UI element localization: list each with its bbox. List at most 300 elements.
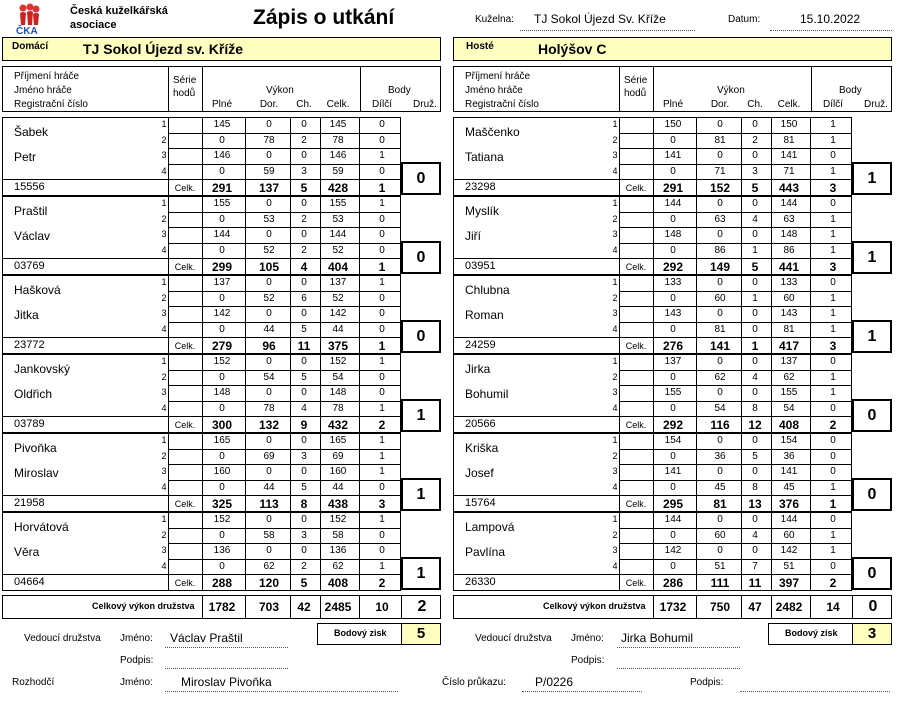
player-total-cell: 1 [378,181,386,195]
player-total-cell: 3 [829,181,837,195]
throw-cell: 0 [670,292,676,304]
player-name: Jiří [465,229,481,243]
throw-cell: 1 [830,292,836,304]
home-team-name: TJ Sokol Újezd sv. Kříže [83,41,244,57]
throw-cell: 0 [670,560,676,572]
team-point-box: 0 [401,320,441,353]
throw-cell: 0 [301,119,307,130]
throw-cell: 0 [266,545,272,556]
throw-cell: 62 [332,560,344,572]
player-total-cell: 2 [829,418,837,432]
player-total-cell: 417 [778,339,800,353]
player-total-cell: 288 [211,576,233,590]
throw-cell: 0 [752,545,758,556]
player-name: Oldřich [14,387,53,401]
kuzelna-value: TJ Sokol Újezd Sv. Kříže [534,12,666,26]
throw-cell: 0 [752,323,758,335]
throw-cell: 155 [664,387,682,398]
throw-cell: 0 [301,308,307,319]
name-col-header: Registrační číslo [14,99,88,110]
bodovy-zisk-label: Bodový zisk [334,628,387,638]
throw-cell: 1 [830,244,836,256]
throw-cell: 0 [219,134,225,146]
player-total-cell: 9 [300,418,308,432]
throw-cell: 160 [213,466,231,477]
serie-number: 3 [161,387,167,397]
team-total-cell: 2482 [775,600,803,614]
serie-number: 4 [161,165,167,176]
subcol-header: Plné [662,99,683,110]
team-point-box: 1 [401,399,441,432]
throw-cell: 0 [379,229,385,240]
throw-cell: 0 [266,514,272,525]
player-total-cell: 141 [709,339,731,353]
serie-number: 4 [612,165,618,176]
player-surname: Lampová [465,520,515,534]
throw-cell: 0 [219,402,225,414]
team-point-box: 1 [852,162,892,195]
serie-number: 4 [612,560,618,571]
team-point-box: 0 [401,241,441,274]
player-total-cell: 152 [709,181,731,195]
player-total-cell: 299 [211,260,233,274]
throw-cell: 0 [670,529,676,541]
serie-number: 1 [161,435,167,445]
throw-cell: 7 [752,560,758,572]
throw-cell: 3 [752,165,758,177]
player-total-cell: 276 [662,339,684,353]
throw-cell: 54 [332,371,344,383]
player-reg-number: 26330 [465,576,496,588]
serie-number: 4 [612,481,618,492]
rozhodci-name: Miroslav Pivoňka [181,675,272,689]
throw-cell: 141 [780,466,798,477]
player-total-cell: 286 [662,576,684,590]
throw-cell: 0 [670,134,676,146]
throw-cell: 1 [752,292,758,304]
throw-cell: 0 [379,529,385,541]
celk-label: Celk. [625,578,647,588]
throw-cell: 0 [379,387,385,398]
throw-cell: 144 [329,229,347,240]
throw-cell: 142 [329,308,347,319]
team-total-cell: 42 [297,600,311,614]
throw-cell: 0 [266,229,272,240]
throw-cell: 0 [752,466,758,477]
player-name: Věra [14,545,40,559]
throw-cell: 59 [263,165,275,177]
team-total-cell: 1782 [208,600,236,614]
kuzelna-label: Kuželna: [475,14,514,25]
team-total-cell: 14 [826,600,840,614]
throw-cell: 51 [714,560,726,572]
throw-cell: 60 [714,529,726,541]
serie-number: 1 [161,277,167,287]
throw-cell: 0 [830,466,836,477]
throw-cell: 3 [301,165,307,177]
throw-cell: 0 [670,450,676,462]
serie-number: 1 [612,435,618,445]
throw-cell: 0 [219,529,225,541]
throw-cell: 0 [670,165,676,177]
player-total-cell: 12 [748,418,762,432]
throw-cell: 1 [379,450,385,462]
throw-cell: 137 [329,277,347,288]
serie-number: 3 [161,150,167,160]
player-name: Josef [465,466,494,480]
throw-cell: 0 [301,198,307,209]
throw-cell: 0 [379,213,385,225]
rozhodci-jmeno-label: Jméno: [120,677,153,688]
throw-cell: 0 [379,308,385,319]
player-total-cell: 292 [662,418,684,432]
throw-cell: 0 [670,481,676,493]
throw-cell: 137 [664,356,682,367]
player-reg-number: 03789 [14,418,45,430]
throw-cell: 0 [830,356,836,367]
throw-cell: 63 [783,213,795,225]
serie-number: 3 [161,229,167,239]
throw-cell: 1 [830,119,836,130]
serie-number: 4 [161,402,167,413]
serie-number: 1 [612,356,618,366]
serie-number: 4 [612,402,618,413]
throw-cell: 0 [266,198,272,209]
player-total-cell: 1 [378,339,386,353]
celk-label: Celk. [625,262,647,272]
throw-cell: 152 [213,356,231,367]
throw-cell: 0 [752,308,758,319]
serie-number: 2 [161,529,167,540]
throw-cell: 1 [830,229,836,240]
throw-cell: 141 [664,150,682,161]
throw-cell: 78 [332,402,344,414]
player-total-cell: 325 [211,497,233,511]
throw-cell: 78 [263,402,275,414]
player-total-cell: 291 [662,181,684,195]
vykon-col-header: Výkon [266,85,294,96]
throw-cell: 0 [830,450,836,462]
player-total-cell: 8 [300,497,308,511]
throw-cell: 0 [752,229,758,240]
celk-label: Celk. [625,499,647,509]
throw-cell: 1 [830,387,836,398]
throw-cell: 60 [783,292,795,304]
throw-cell: 0 [301,545,307,556]
celk-label: Celk. [625,341,647,351]
serie-number: 3 [612,387,618,397]
subcol-header: Celk. [326,99,350,110]
serie-number: 3 [612,545,618,555]
throw-cell: 0 [717,119,723,130]
throw-cell: 1 [830,481,836,493]
player-name: Tatiana [465,150,504,164]
throw-cell: 0 [219,481,225,493]
throw-cell: 142 [664,545,682,556]
throw-cell: 145 [213,119,231,130]
serie-number: 3 [161,545,167,555]
player-total-cell: 1 [378,260,386,274]
throw-cell: 2 [301,560,307,572]
throw-cell: 0 [266,356,272,367]
throw-cell: 1 [830,165,836,177]
throw-cell: 0 [717,514,723,525]
throw-cell: 1 [379,277,385,288]
serie-number: 1 [612,119,618,129]
player-total-cell: 132 [258,418,280,432]
throw-cell: 148 [213,387,231,398]
throw-cell: 1 [379,560,385,572]
serie-number: 3 [612,229,618,239]
throw-cell: 0 [717,466,723,477]
serie-number: 2 [612,292,618,303]
throw-cell: 0 [379,134,385,146]
throw-cell: 0 [219,560,225,572]
player-total-cell: 408 [778,418,800,432]
away-label: Hosté [466,41,494,52]
away-team-name: Holýšov C [538,41,607,57]
throw-cell: 54 [783,402,795,414]
throw-cell: 0 [219,213,225,225]
throw-cell: 0 [717,545,723,556]
throw-cell: 69 [332,450,344,462]
player-reg-number: 24259 [465,339,496,351]
throw-cell: 1 [379,514,385,525]
footer-podpis-label: Podpis: [690,677,724,688]
serie-col-header: Série [624,75,648,86]
player-total-cell: 11 [748,576,762,590]
throw-cell: 155 [780,387,798,398]
serie-number: 2 [161,213,167,224]
throw-cell: 0 [670,402,676,414]
throw-cell: 145 [329,119,347,130]
throw-cell: 0 [219,244,225,256]
throw-cell: 136 [213,545,231,556]
player-total-cell: 13 [748,497,762,511]
throw-cell: 0 [219,323,225,335]
throw-cell: 2 [752,134,758,146]
player-total-cell: 120 [258,576,280,590]
throw-cell: 0 [301,466,307,477]
serie-number: 2 [161,134,167,145]
subcol-header: Ch. [747,99,763,110]
bodovy-zisk-value: 3 [867,625,877,642]
throw-cell: 1 [830,529,836,541]
throw-cell: 45 [714,481,726,493]
subcol-header: Dor. [710,99,730,110]
throw-cell: 133 [664,277,682,288]
throw-cell: 0 [219,165,225,177]
player-total-cell: 432 [327,418,349,432]
player-total-cell: 438 [327,497,349,511]
throw-cell: 3 [301,529,307,541]
home-vedouci-label: Vedoucí družstva [24,633,101,644]
serie-number: 2 [612,529,618,540]
player-total-cell: 428 [327,181,349,195]
throw-cell: 0 [752,119,758,130]
throw-cell: 58 [332,529,344,541]
player-reg-number: 15764 [465,497,496,509]
throw-cell: 0 [301,435,307,446]
subcol-header: Celk. [777,99,801,110]
throw-cell: 0 [219,450,225,462]
team-point-box: 1 [852,241,892,274]
player-total-cell: 397 [778,576,800,590]
throw-cell: 143 [664,308,682,319]
throw-cell: 1 [379,402,385,414]
team-point-box: 0 [852,478,892,511]
throw-cell: 0 [670,213,676,225]
player-reg-number: 03769 [14,260,45,272]
throw-cell: 146 [329,150,347,161]
throw-cell: 0 [670,371,676,383]
player-total-cell: 376 [778,497,800,511]
player-total-cell: 2 [378,418,386,432]
throw-cell: 0 [266,308,272,319]
datum-value: 15.10.2022 [800,12,861,26]
serie-col-header: Série [173,75,197,86]
throw-cell: 5 [301,371,307,383]
player-total-cell: 291 [211,181,233,195]
throw-cell: 44 [332,481,344,493]
serie-number: 4 [161,244,167,255]
player-name: Roman [465,308,504,322]
away-jmeno-label: Jméno: [571,633,604,644]
celk-label: Celk. [174,499,196,509]
player-total-cell: 111 [710,576,730,590]
throw-cell: 0 [717,277,723,288]
throw-cell: 0 [752,277,758,288]
throw-cell: 136 [329,545,347,556]
player-total-cell: 105 [258,260,280,274]
throw-cell: 0 [830,402,836,414]
throw-cell: 0 [219,292,225,304]
org-name-line2: asociace [70,19,117,31]
player-total-cell: 441 [778,260,800,274]
throw-cell: 0 [301,514,307,525]
throw-cell: 69 [263,450,275,462]
throw-cell: 86 [714,244,726,256]
throw-cell: 0 [717,435,723,446]
vykon-col-header: Výkon [717,85,745,96]
throw-cell: 137 [780,356,798,367]
celk-label: Celk. [174,262,196,272]
player-total-cell: 116 [710,418,730,432]
serie-number: 4 [612,323,618,334]
player-total-cell: 3 [829,339,837,353]
player-surname: Hašková [14,283,61,297]
throw-cell: 5 [301,481,307,493]
throw-cell: 36 [714,450,726,462]
player-total-cell: 5 [300,181,308,195]
throw-cell: 0 [752,435,758,446]
bodovy-zisk-value: 5 [416,625,426,642]
rozhodci-label: Rozhodčí [12,677,55,688]
serie-number: 3 [161,466,167,476]
player-total-cell: 1 [829,497,837,511]
throw-cell: 1 [830,323,836,335]
throw-cell: 60 [783,529,795,541]
name-col-header: Příjmení hráče [465,71,531,82]
player-total-cell: 375 [327,339,349,353]
throw-cell: 0 [219,371,225,383]
celk-label: Celk. [174,420,196,430]
celk-label: Celk. [625,420,647,430]
throw-cell: 62 [263,560,275,572]
throw-cell: 0 [717,387,723,398]
team-point-box: 0 [852,399,892,432]
player-total-cell: 279 [211,339,233,353]
throw-cell: 0 [830,435,836,446]
throw-cell: 146 [213,150,231,161]
throw-cell: 148 [329,387,347,398]
throw-cell: 165 [329,435,347,446]
throw-cell: 59 [332,165,344,177]
throw-cell: 141 [780,150,798,161]
throw-cell: 53 [263,213,275,225]
away-team-bar [453,37,892,61]
throw-cell: 0 [752,514,758,525]
throw-cell: 0 [301,150,307,161]
player-reg-number: 20566 [465,418,496,430]
name-col-header: Registrační číslo [465,99,539,110]
cislo-prukazu-value: P/0226 [535,675,574,689]
serie-number: 2 [612,450,618,461]
throw-cell: 5 [752,450,758,462]
throw-cell: 0 [752,356,758,367]
name-col-header: Jméno hráče [465,85,523,96]
throw-cell: 0 [752,198,758,209]
throw-cell: 81 [783,134,795,146]
throw-cell: 141 [664,466,682,477]
throw-cell: 1 [379,466,385,477]
throw-cell: 78 [263,134,275,146]
serie-number: 1 [612,277,618,287]
throw-cell: 0 [752,387,758,398]
throw-cell: 78 [332,134,344,146]
throw-cell: 0 [379,119,385,130]
throw-cell: 0 [717,356,723,367]
throw-cell: 144 [213,229,231,240]
throw-cell: 71 [714,165,726,177]
player-surname: Kriška [465,441,499,455]
player-total-cell: 113 [259,497,279,511]
team-total-cell: 2485 [324,600,352,614]
throw-cell: 81 [783,323,795,335]
throw-cell: 1 [830,134,836,146]
throw-cell: 0 [301,229,307,240]
throw-cell: 144 [780,198,798,209]
throw-cell: 0 [830,277,836,288]
throw-cell: 0 [379,244,385,256]
throw-cell: 44 [263,481,275,493]
serie-number: 3 [161,308,167,318]
team-total-cell: 750 [709,600,731,614]
player-reg-number: 15556 [14,181,45,193]
player-surname: Maščenko [465,125,520,139]
throw-cell: 44 [332,323,344,335]
player-surname: Myslík [465,204,499,218]
player-surname: Jankovský [14,362,71,376]
team-total-label: Celkový výkon družstva [92,601,195,611]
team-total-points: 2 [417,598,427,615]
throw-cell: 60 [714,292,726,304]
throw-cell: 0 [379,323,385,335]
player-total-cell: 5 [751,260,759,274]
serie-number: 4 [161,560,167,571]
serie-number: 2 [612,371,618,382]
player-total-cell: 5 [300,576,308,590]
